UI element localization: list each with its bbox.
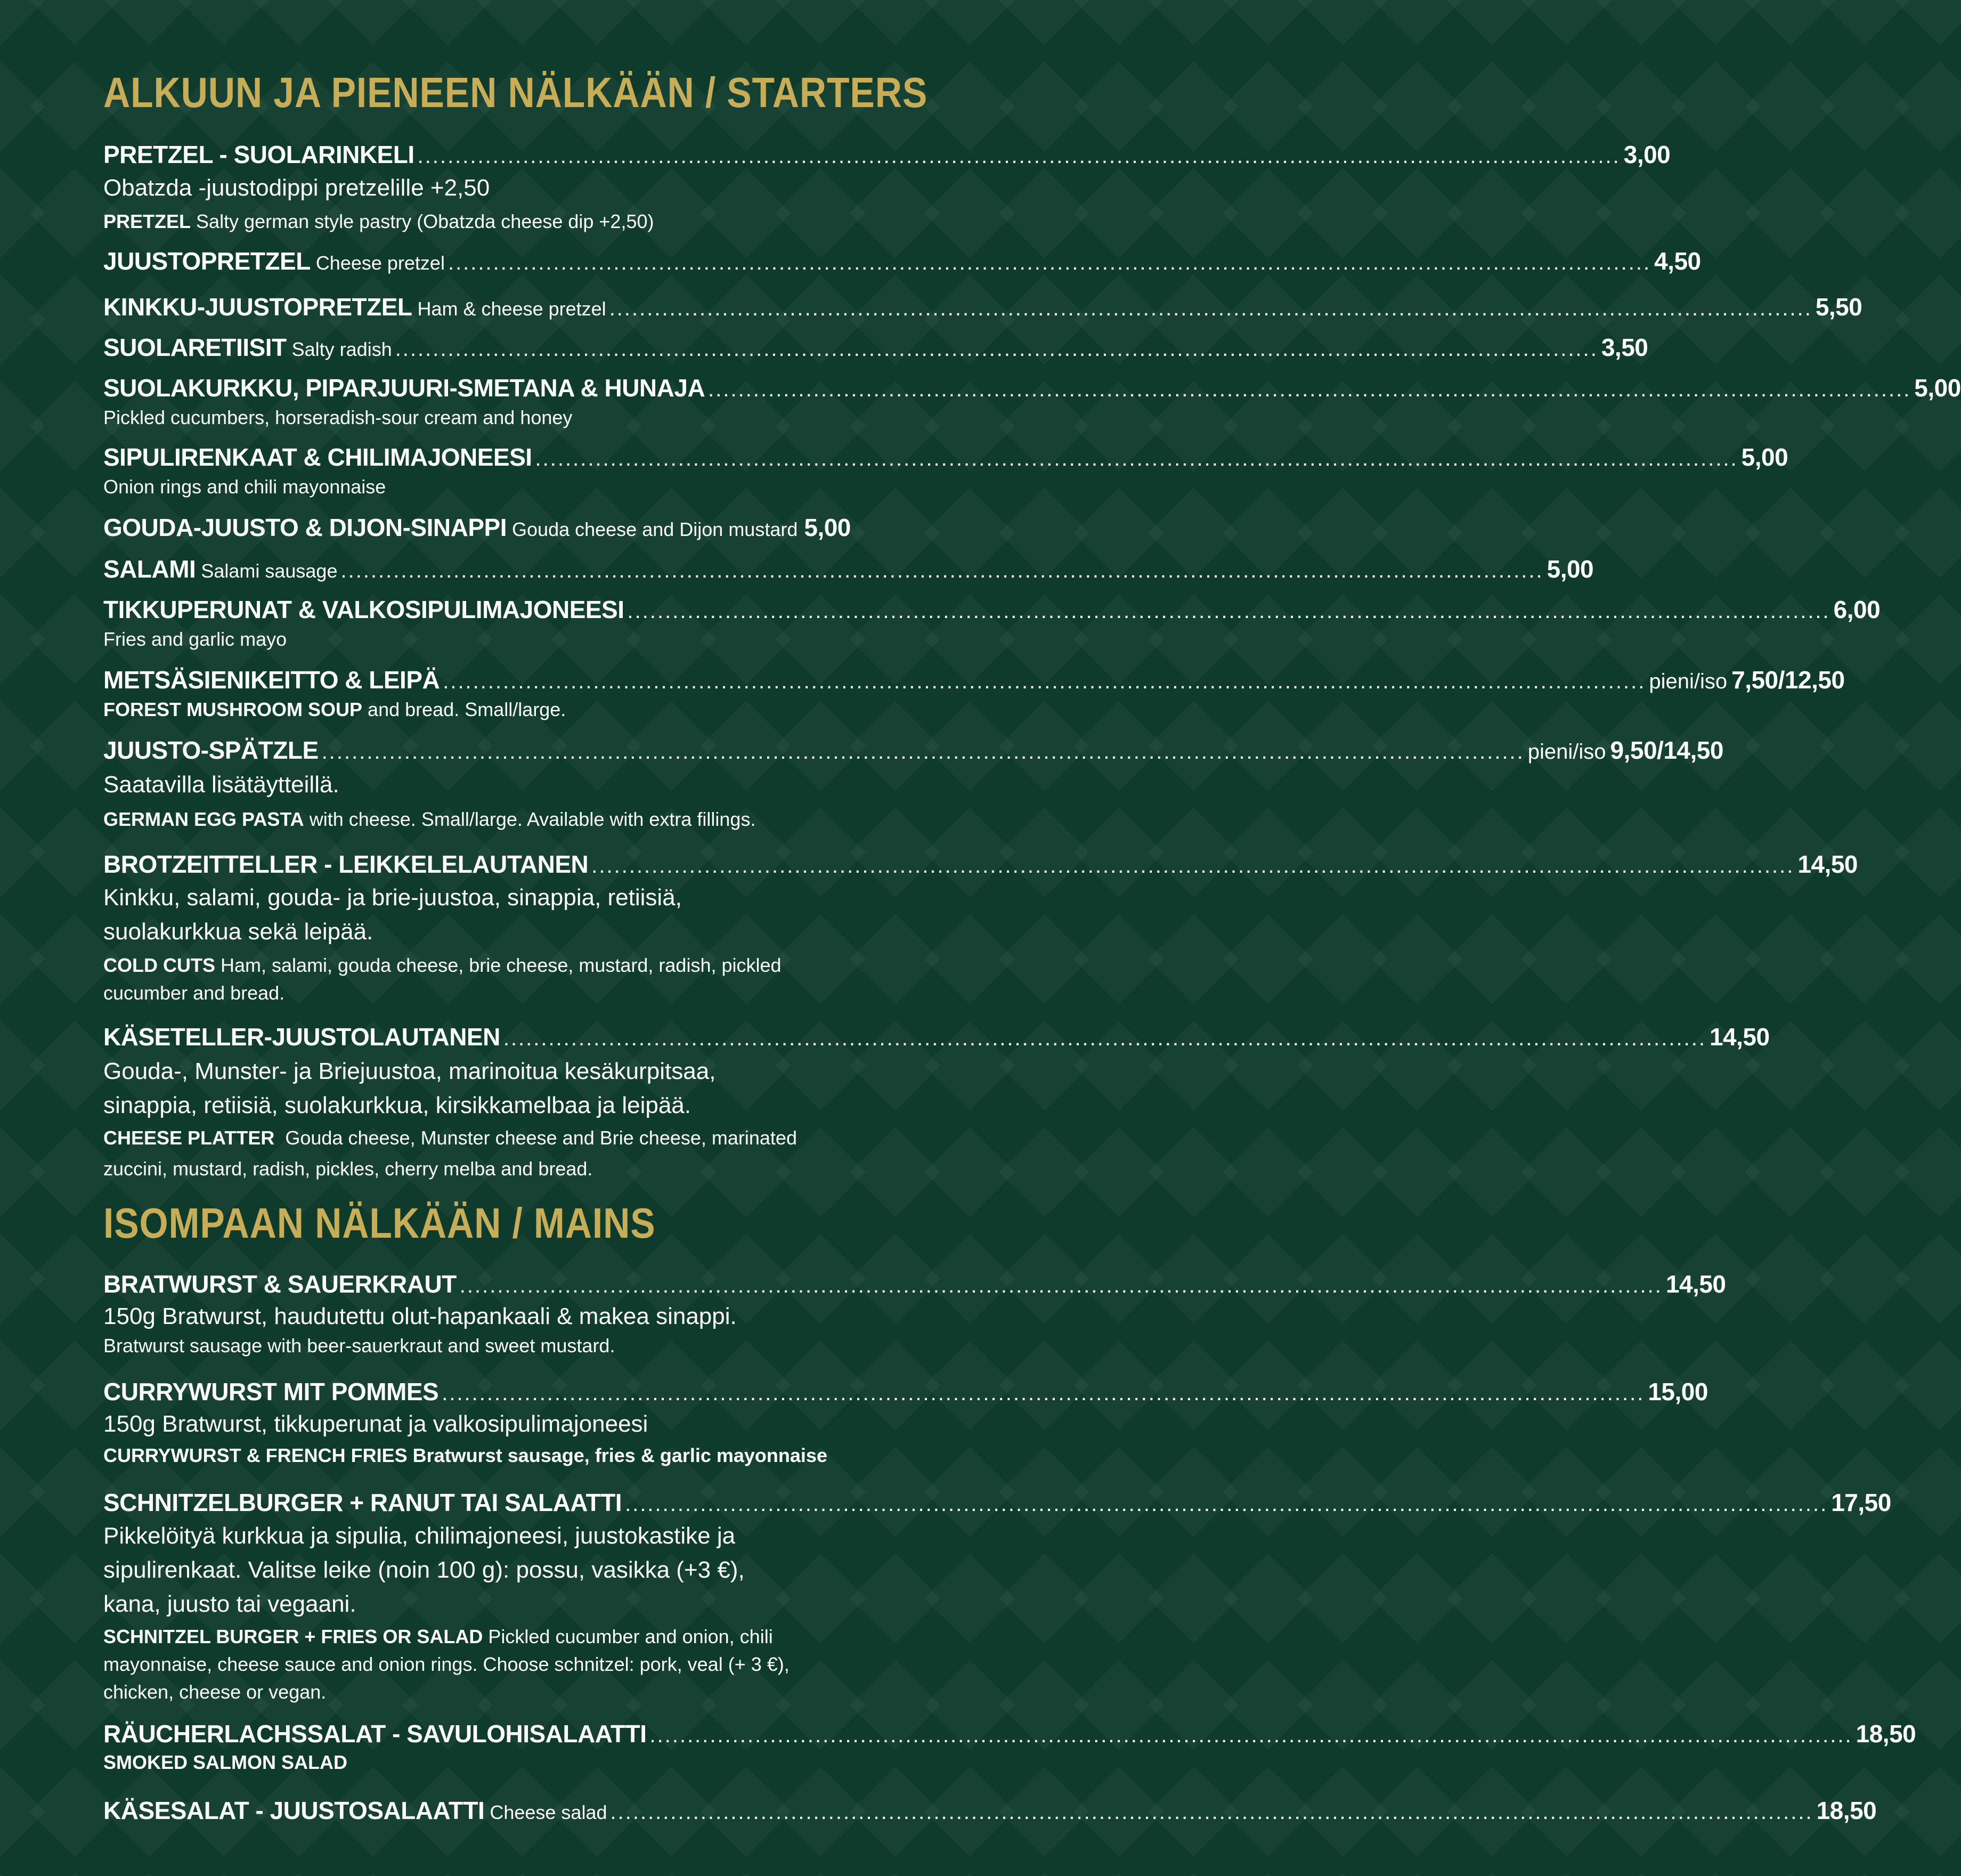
menu-item-pretzel	[103, 140, 1671, 171]
item-description-fi: suolakurkkua sekä leipää.	[103, 919, 373, 945]
item-price: 18,50	[1856, 1720, 1916, 1748]
item-name: RÄUCHERLACHSSALAT - SAVULOHISALAATTI	[103, 1720, 647, 1748]
item-description-en: COLD CUTS Ham, salami, gouda cheese, brie cheese, mustard, radish, pickled	[103, 954, 782, 976]
item-description-fi: Obatzda -juustodippi pretzelille +2,50	[103, 175, 490, 201]
menu-item-juustopretzel	[103, 246, 1701, 278]
menu-item-brotzeitteller	[103, 849, 1858, 881]
price-size-label: pieni/iso	[1527, 740, 1606, 764]
item-price: 5,00	[804, 514, 851, 541]
menu-item-sipulirenkaat	[103, 442, 1788, 474]
item-price: 7,50/12,50	[1731, 666, 1845, 694]
item-price: 5,00	[1914, 374, 1961, 402]
item-description-en: chicken, cheese or vegan.	[103, 1681, 327, 1703]
item-price: 3,50	[1601, 334, 1648, 361]
item-name: KINKKU-JUUSTOPRETZEL	[103, 293, 412, 321]
item-name: BROTZEITTELLER - LEIKKELELAUTANEN	[103, 850, 589, 878]
menu-item-metsasienikeitto	[103, 665, 1845, 696]
item-description-fi: sinappia, retiisiä, suolakurkkua, kirsikkamelbaa ja leipää.	[103, 1092, 691, 1118]
menu-item-kinkku-juustopretzel	[103, 292, 1862, 324]
item-name: GOUDA-JUUSTO & DIJON-SINAPPI	[103, 514, 507, 541]
item-name: SALAMI	[103, 555, 196, 583]
item-price: 5,00	[1741, 443, 1788, 471]
item-description-fi: Pikkelöityä kurkkua ja sipulia, chilimajoneesi, juustokastike ja	[103, 1523, 736, 1549]
item-price: 14,50	[1797, 850, 1858, 878]
item-price: 14,50	[1709, 1023, 1770, 1051]
item-description-en: cucumber and bread.	[103, 982, 285, 1004]
menu-item-kaseteller	[103, 1022, 1770, 1053]
menu-item-kasesalat	[103, 1796, 1877, 1828]
item-price: 15,00	[1648, 1378, 1708, 1406]
dot-leader: ................................................................................................................................................................	[395, 337, 1598, 361]
item-description-en: SMOKED SALMON SALAD	[103, 1751, 347, 1773]
menu-item-suolakurkku	[103, 373, 1961, 404]
item-name: SUOLAKURKKU, PIPARJUURI-SMETANA & HUNAJA	[103, 374, 705, 402]
item-name: KÄSETELLER-JUUSTOLAUTANEN	[103, 1023, 500, 1051]
item-description-en: zuccini, mustard, radish, pickles, cherry melba and bread.	[103, 1158, 593, 1180]
dot-leader: ................................................................................................................................................................	[649, 1724, 1853, 1747]
item-description-en: Pickled cucumbers, horseradish-sour cream and honey	[103, 407, 573, 428]
dot-leader: ................................................................................................................................................................	[443, 670, 1646, 693]
item-name: JUUSTOPRETZEL	[103, 247, 311, 275]
item-price: 6,00	[1833, 596, 1881, 623]
dot-leader: ................................................................................................................................................................	[708, 378, 1911, 401]
dot-leader: ................................................................................................................................................................	[340, 559, 1544, 582]
menu-item-tikkuperunat	[103, 595, 1881, 626]
item-price: 5,50	[1815, 293, 1862, 321]
dot-leader: ................................................................................................................................................................	[442, 1382, 1645, 1405]
item-name-en: Salami sausage	[201, 560, 338, 582]
item-description-fi: kana, juusto tai vegaani.	[103, 1591, 356, 1617]
item-name: SUOLARETIISIT	[103, 334, 287, 361]
item-name-en: Salty radish	[291, 338, 392, 360]
item-name: TIKKUPERUNAT & VALKOSIPULIMAJONEESI	[103, 596, 624, 623]
item-description-en: FOREST MUSHROOM SOUP and bread. Small/large.	[103, 699, 566, 720]
dot-leader: ................................................................................................................................................................	[503, 1027, 1706, 1050]
dot-leader: ................................................................................................................................................................	[609, 297, 1812, 320]
menu-item-currywurst	[103, 1377, 1708, 1408]
item-description-en: PRETZEL Salty german style pastry (Obatzda cheese dip +2,50)	[103, 210, 654, 232]
dot-leader: ................................................................................................................................................................	[447, 251, 1651, 274]
item-name-en: Cheese salad	[490, 1801, 607, 1823]
item-description-en: Fries and garlic mayo	[103, 628, 287, 650]
dot-leader: ................................................................................................................................................................	[417, 144, 1621, 168]
item-description-fi: Gouda-, Munster- ja Briejuustoa, marinoitua kesäkurpitsaa,	[103, 1058, 716, 1084]
item-name: PRETZEL - SUOLARINKELI	[103, 141, 414, 168]
section-title-mains: ISOMPAAN NÄLKÄÄN / MAINS	[103, 1199, 656, 1247]
item-price: 3,00	[1623, 141, 1671, 168]
item-description-fi: Saatavilla lisätäytteillä.	[103, 771, 339, 798]
item-description-en: CURRYWURST & FRENCH FRIES Bratwurst sausage, fries & garlic mayonnaise	[103, 1444, 827, 1466]
item-description-fi: 150g Bratwurst, haudutettu olut-hapankaali & makea sinappi.	[103, 1303, 737, 1329]
item-description-en: Onion rings and chili mayonnaise	[103, 476, 386, 498]
section-title-starters: ALKUUN JA PIENEEN NÄLKÄÄN / STARTERS	[103, 69, 928, 116]
item-name: KÄSESALAT - JUUSTOSALAATTI	[103, 1797, 485, 1824]
menu-item-raucherlachssalat	[103, 1719, 1916, 1750]
item-name: SIPULIRENKAAT & CHILIMAJONEESI	[103, 443, 532, 471]
item-price: 4,50	[1654, 247, 1701, 275]
dot-leader: ................................................................................................................................................................	[459, 1274, 1663, 1297]
item-description-fi: Kinkku, salami, gouda- ja brie-juustoa, sinappia, retiisiä,	[103, 884, 682, 911]
item-price: 17,50	[1831, 1489, 1891, 1516]
dot-leader: ................................................................................................................................................................	[610, 1800, 1813, 1824]
item-price: 18,50	[1816, 1797, 1877, 1824]
item-description-fi: sipulirenkaat. Valitse leike (noin 100 g): possu, vasikka (+3 €),	[103, 1557, 745, 1583]
item-price: 9,50/14,50	[1610, 736, 1723, 764]
item-description-en: Bratwurst sausage with beer-sauerkraut and sweet mustard.	[103, 1335, 615, 1357]
dot-leader: ................................................................................................................................................................	[535, 447, 1738, 470]
item-price: 5,00	[1547, 555, 1594, 583]
item-name: BRATWURST & SAUERKRAUT	[103, 1270, 457, 1298]
item-description-en: mayonnaise, cheese sauce and onion rings. Choose schnitzel: pork, veal (+ 3 €),	[103, 1653, 790, 1675]
price-size-label: pieni/iso	[1649, 670, 1728, 693]
item-description-fi: 150g Bratwurst, tikkuperunat ja valkosipulimajoneesi	[103, 1411, 648, 1437]
dot-leader: ................................................................................................................................................................	[321, 740, 1525, 764]
item-name-en: Ham & cheese pretzel	[417, 298, 606, 320]
item-name: SCHNITZELBURGER + RANUT TAI SALAATTI	[103, 1489, 622, 1516]
dot-leader: ................................................................................................................................................................	[591, 854, 1795, 878]
item-name-en: Cheese pretzel	[315, 252, 445, 274]
item-description-en: GERMAN EGG PASTA with cheese. Small/large. Available with extra fillings.	[103, 808, 756, 830]
menu-item-juusto-spatzle	[103, 735, 1723, 767]
menu-item-schnitzelburger	[103, 1488, 1891, 1519]
menu-item-suolaretiisit	[103, 332, 1648, 364]
item-name: CURRYWURST MIT POMMES	[103, 1378, 439, 1406]
item-description-en: SCHNITZEL BURGER + FRIES OR SALAD Pickled cucumber and onion, chili	[103, 1626, 773, 1647]
dot-leader: ................................................................................................................................................................	[625, 1492, 1828, 1516]
menu-item-gouda-juusto	[103, 513, 851, 545]
menu-item-bratwurst	[103, 1269, 1726, 1301]
item-description-en: CHEESE PLATTER Gouda cheese, Munster cheese and Brie cheese, marinated	[103, 1127, 797, 1149]
item-price: 14,50	[1665, 1270, 1726, 1298]
item-name: JUUSTO-SPÄTZLE	[103, 736, 319, 764]
menu-item-salami	[103, 554, 1594, 586]
item-name: METSÄSIENIKEITTO & LEIPÄ	[103, 666, 440, 694]
item-name-en: Gouda cheese and Dijon mustard	[512, 518, 798, 540]
dot-leader: ................................................................................................................................................................	[627, 599, 1830, 623]
